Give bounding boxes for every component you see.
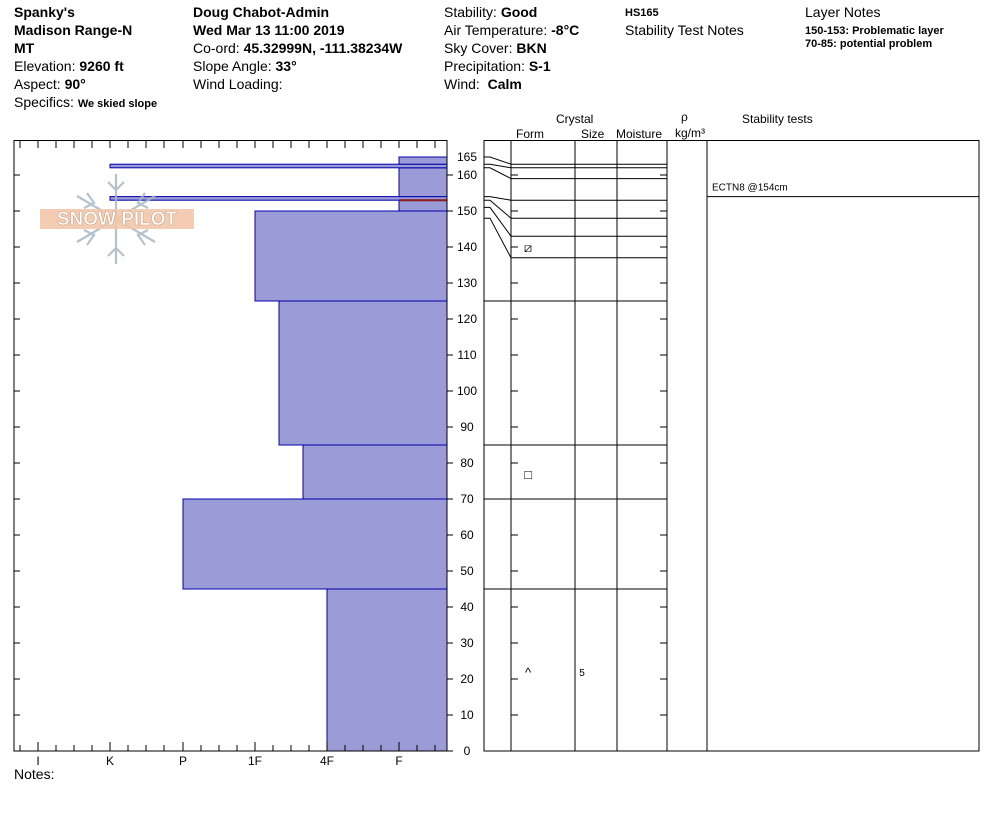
moisture-header: Moisture [616,127,663,141]
grain-form-symbol: ^ [524,664,532,680]
height-label: 80 [460,456,474,470]
form-header: Form [516,127,544,141]
specifics: Specifics: We skied slope [14,94,158,110]
observer-name: Doug Chabot-Admin [193,4,330,20]
hardness-bar [303,445,447,499]
height-label: 30 [460,636,474,650]
elevation: Elevation: 9260 ft [14,58,124,74]
aspect: Aspect: 90° [14,76,86,92]
height-label: 100 [456,384,478,398]
height-label: 160 [456,168,478,182]
size-header: Size [581,127,605,141]
layer-connector [484,164,511,168]
wind: Wind: Calm [444,76,522,92]
air-temperature: Air Temperature: -8°C [444,22,580,38]
height-label: 110 [457,348,477,362]
hardness-bar [183,499,447,589]
height-label: 90 [460,420,474,434]
sky-cover: Sky Cover: BKN [444,40,547,56]
hs-value: HS165 [625,7,659,19]
height-label: 20 [460,672,474,686]
height-label: 50 [460,564,474,578]
layer-notes-title: Layer Notes [805,4,881,20]
hardness-bar [327,589,447,751]
layer-panel-frame [484,141,979,752]
height-label: 0 [463,744,471,758]
hardness-bar [279,301,447,445]
hardness-label: F [395,754,403,768]
layer-connector [484,218,511,258]
precipitation: Precipitation: S-1 [444,58,551,74]
height-label: 165 [456,150,478,164]
grain-size: 5 [579,667,585,679]
observation-datetime: Wed Mar 13 11:00 2019 [193,22,345,38]
stability-test-label: ECTN8 @154cm [712,182,788,194]
height-label: 150 [456,204,478,218]
location-name: Spanky's [14,4,75,20]
grain-form-symbol: ⧄ [523,240,533,255]
height-label: 120 [456,312,478,326]
hardness-label: 1F [247,754,263,768]
snow-pilot-logo [38,172,198,266]
grain-form-symbol: □ [524,466,532,482]
hardness-label: I [36,754,40,768]
hardness-bar [110,164,447,168]
stability: Stability: Good [444,4,538,20]
hardness-bar [399,157,447,164]
hardness-bar [399,168,447,197]
hardness-bar [399,200,447,211]
hardness-bar [255,211,447,301]
hardness-label: K [105,754,115,768]
density-rho: ρ [681,110,688,124]
crystal-header: Crystal [556,112,594,126]
stability-tests-header: Stability tests [742,112,813,126]
watermark-text: SNOW PILOT [56,209,178,230]
height-label: 70 [460,492,474,506]
layer-connector [484,197,511,201]
stability-test-notes-title: Stability Test Notes [625,22,744,38]
layer-connector [484,157,511,164]
height-label: 10 [460,708,474,722]
range-name: Madison Range-N [14,22,133,38]
state-name: MT [14,40,35,56]
height-label: 60 [460,528,474,542]
layer-note-2: 70-85: potential problem [805,38,933,50]
notes-label: Notes: [14,766,55,782]
height-label: 130 [456,276,478,290]
slope-angle: Slope Angle: 33° [193,58,297,74]
coordinates: Co-ord: 45.32999N, -111.38234W [193,40,403,56]
density-unit: kg/m³ [675,126,705,140]
height-label: 140 [456,240,478,254]
height-label: 40 [460,600,474,614]
hardness-label: P [178,754,188,768]
layer-connector [484,168,511,179]
wind-loading: Wind Loading: [193,76,283,92]
layer-connector [484,200,511,218]
layer-note-1: 150-153: Problematic layer [805,25,944,37]
hardness-label: 4F [319,754,335,768]
